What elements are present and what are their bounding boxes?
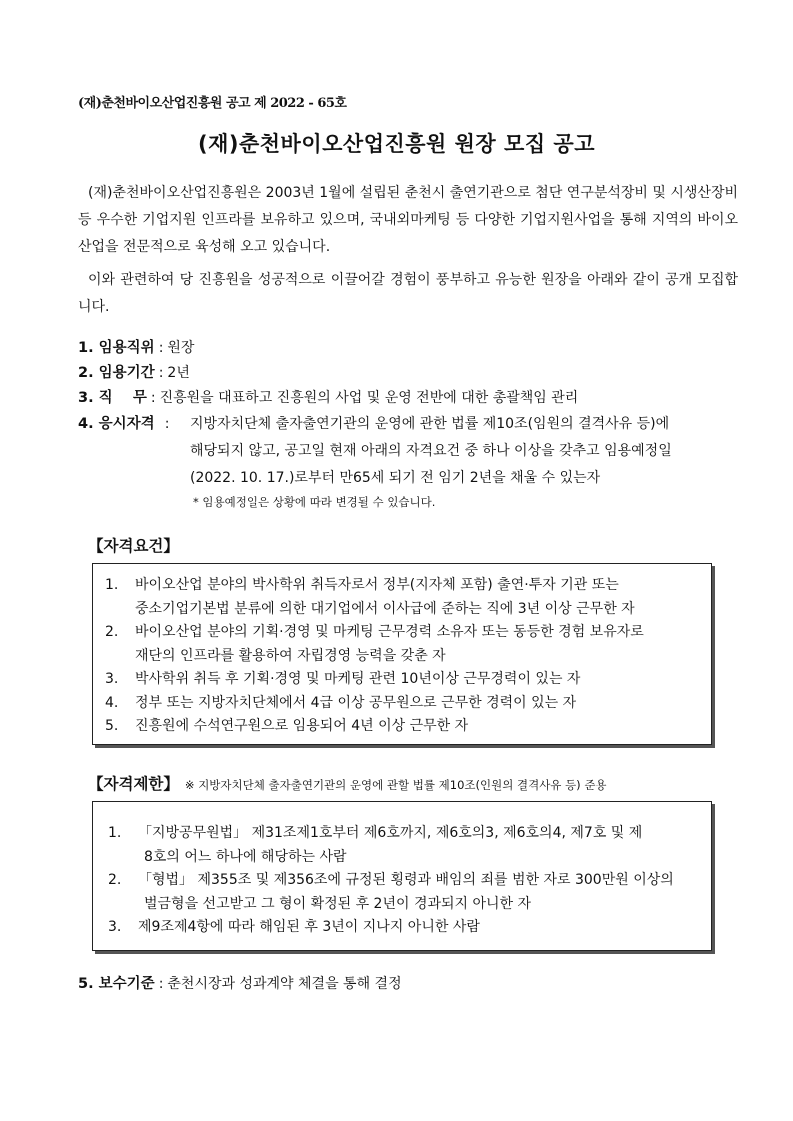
page-title: (재)춘천바이오산업진흥원 원장 모집 공고 (198, 132, 595, 156)
list-item (108, 822, 706, 869)
list-item-text: 박사학위 취득 후 기획·경영 및 마케팅 관련 10년이상 근무경력이 있는 자 (135, 671, 581, 687)
list-item-text-cont: 재단의 인프라를 활용하여 자립경영 능력을 갖춘 자 (135, 647, 446, 664)
item-duty-value: 진흥원을 대표하고 진흥원의 사업 및 운영 전반에 대한 총괄책임 관리 (159, 390, 579, 406)
list-item-text: 제9조제4항에 따라 해임된 후 3년이 지나지 아니한 사람 (138, 919, 480, 935)
list-item-number: 1. (105, 577, 119, 593)
list-item-number: 4. (105, 694, 119, 711)
intro-paragraph-1: (재)춘천바이오산업진흥원은 2003년 1월에 설립된 춘천시 출연기관으로 첨단 연구분석장비 및 시생산장비 등 우수한 기업지원 인프라를 보유하고 있으며, 국내외마케팅 등 다양한 기업지원사업을 통해 지역의 바이오산업을 전문적으로 육성해 오고 있습니다. (78, 185, 738, 255)
item-position-value: 원장 (167, 340, 195, 356)
item-position: 1. 임용직위 : 원장 (78, 340, 195, 356)
restrictions-box (92, 801, 712, 951)
eligibility-line-3: (2022. 10. 17.)로부터 만65세 되기 전 임기 2년을 채울 수 있는자 (190, 470, 601, 486)
notice-number: (재)춘천바이오산업진흥원 공고 제 2022 - 65호 (78, 96, 347, 111)
eligibility-line-2: 해당되지 않고, 공고일 현재 아래의 자격요건 중 하나 이상을 갖추고 임용예정일 (190, 443, 672, 459)
item-salary-value: 춘천시장과 성과계약 체결을 통해 결정 (167, 976, 402, 992)
eligibility-footnote: * 임용예정일은 상황에 따라 변경될 수 있습니다. (193, 495, 436, 509)
list-item (108, 916, 706, 940)
list-item-number: 2. (105, 624, 119, 640)
list-item-number: 3. (105, 671, 119, 687)
restrictions-list (108, 822, 706, 940)
item-term-value: 2년 (167, 365, 190, 381)
item-salary: 5. 보수기준 : 춘천시장과 성과계약 체결을 통해 결정 (78, 976, 402, 992)
list-item-text-cont: 중소기업기본법 분류에 의한 대기업에서 이사급에 준하는 직에 3년 이상 근무한 자 (135, 600, 635, 617)
item-duty-label: 3. 직 무 (78, 390, 147, 406)
list-item-text: 정부 또는 지방자치단체에서 4급 이상 공무원으로 근무한 경력이 있는 자 (135, 694, 577, 711)
list-item-number: 2. (108, 872, 122, 888)
list-item-number: 3. (108, 919, 122, 935)
list-item-text: 바이오산업 분야의 박사학위 취득자로서 정부(지자체 포함) 출연·투자 기관 또는 (135, 577, 619, 593)
qualifications-box (92, 563, 712, 745)
list-item (105, 692, 705, 716)
item-eligibility: 4. 응시자격 : (78, 416, 170, 432)
list-item (105, 715, 705, 739)
restrictions-heading (88, 772, 607, 794)
list-item-number: 1. (108, 825, 122, 841)
list-item-text: 진흥원에 수석연구원으로 임용되어 4년 이상 근무한 자 (135, 718, 469, 734)
list-item-text: 바이오산업 분야의 기획·경영 및 마케팅 근무경력 소유자 또는 동등한 경험 보유자로 (135, 624, 644, 640)
list-item-text: 「형법」 제355조 및 제356조에 규정된 횡령과 배임의 죄를 범한 자로 300만원 이상의 (138, 872, 674, 888)
restrictions-note: ※ 지방자치단체 출자출연기관의 운영에 관할 법률 제10조(인원의 결격사유 등) 준용 (184, 778, 607, 792)
item-term-label: 2. 임용기간 (78, 365, 155, 381)
intro-paragraph-2: 이와 관련하여 당 진흥원을 성공적으로 이끌어갈 경험이 풍부하고 유능한 원장을 아래와 같이 공개 모집합니다. (78, 272, 738, 315)
item-salary-label: 5. 보수기준 (78, 976, 155, 992)
list-item-number: 5. (105, 718, 119, 734)
list-item-text-cont: 8호의 어느 하나에 해당하는 사람 (144, 848, 347, 865)
list-item (108, 869, 706, 916)
item-eligibility-label: 4. 응시자격 (78, 416, 155, 432)
qualifications-list (105, 574, 705, 739)
item-position-label: 1. 임용직위 (78, 340, 155, 356)
restrictions-heading-label: 【자격제한】 (88, 775, 179, 793)
list-item-text: 「지방공무원법」 제31조제1호부터 제6호까지, 제6호의3, 제6호의4, 제7호 및 제 (138, 825, 643, 841)
qualifications-heading: 【자격요건】 (88, 537, 179, 555)
list-item (105, 574, 705, 621)
list-item (105, 668, 705, 692)
eligibility-line-1: 지방자치단체 출자출연기관의 운영에 관한 법률 제10조(임원의 결격사유 등)에 (190, 416, 670, 432)
item-duty: 3. 직 무 : 진흥원을 대표하고 진흥원의 사업 및 운영 전반에 대한 총괄책임 관리 (78, 390, 579, 406)
list-item (105, 621, 705, 668)
item-term: 2. 임용기간 : 2년 (78, 365, 190, 381)
list-item-text-cont: 벌금형을 선고받고 그 형이 확정된 후 2년이 경과되지 아니한 자 (144, 895, 532, 912)
